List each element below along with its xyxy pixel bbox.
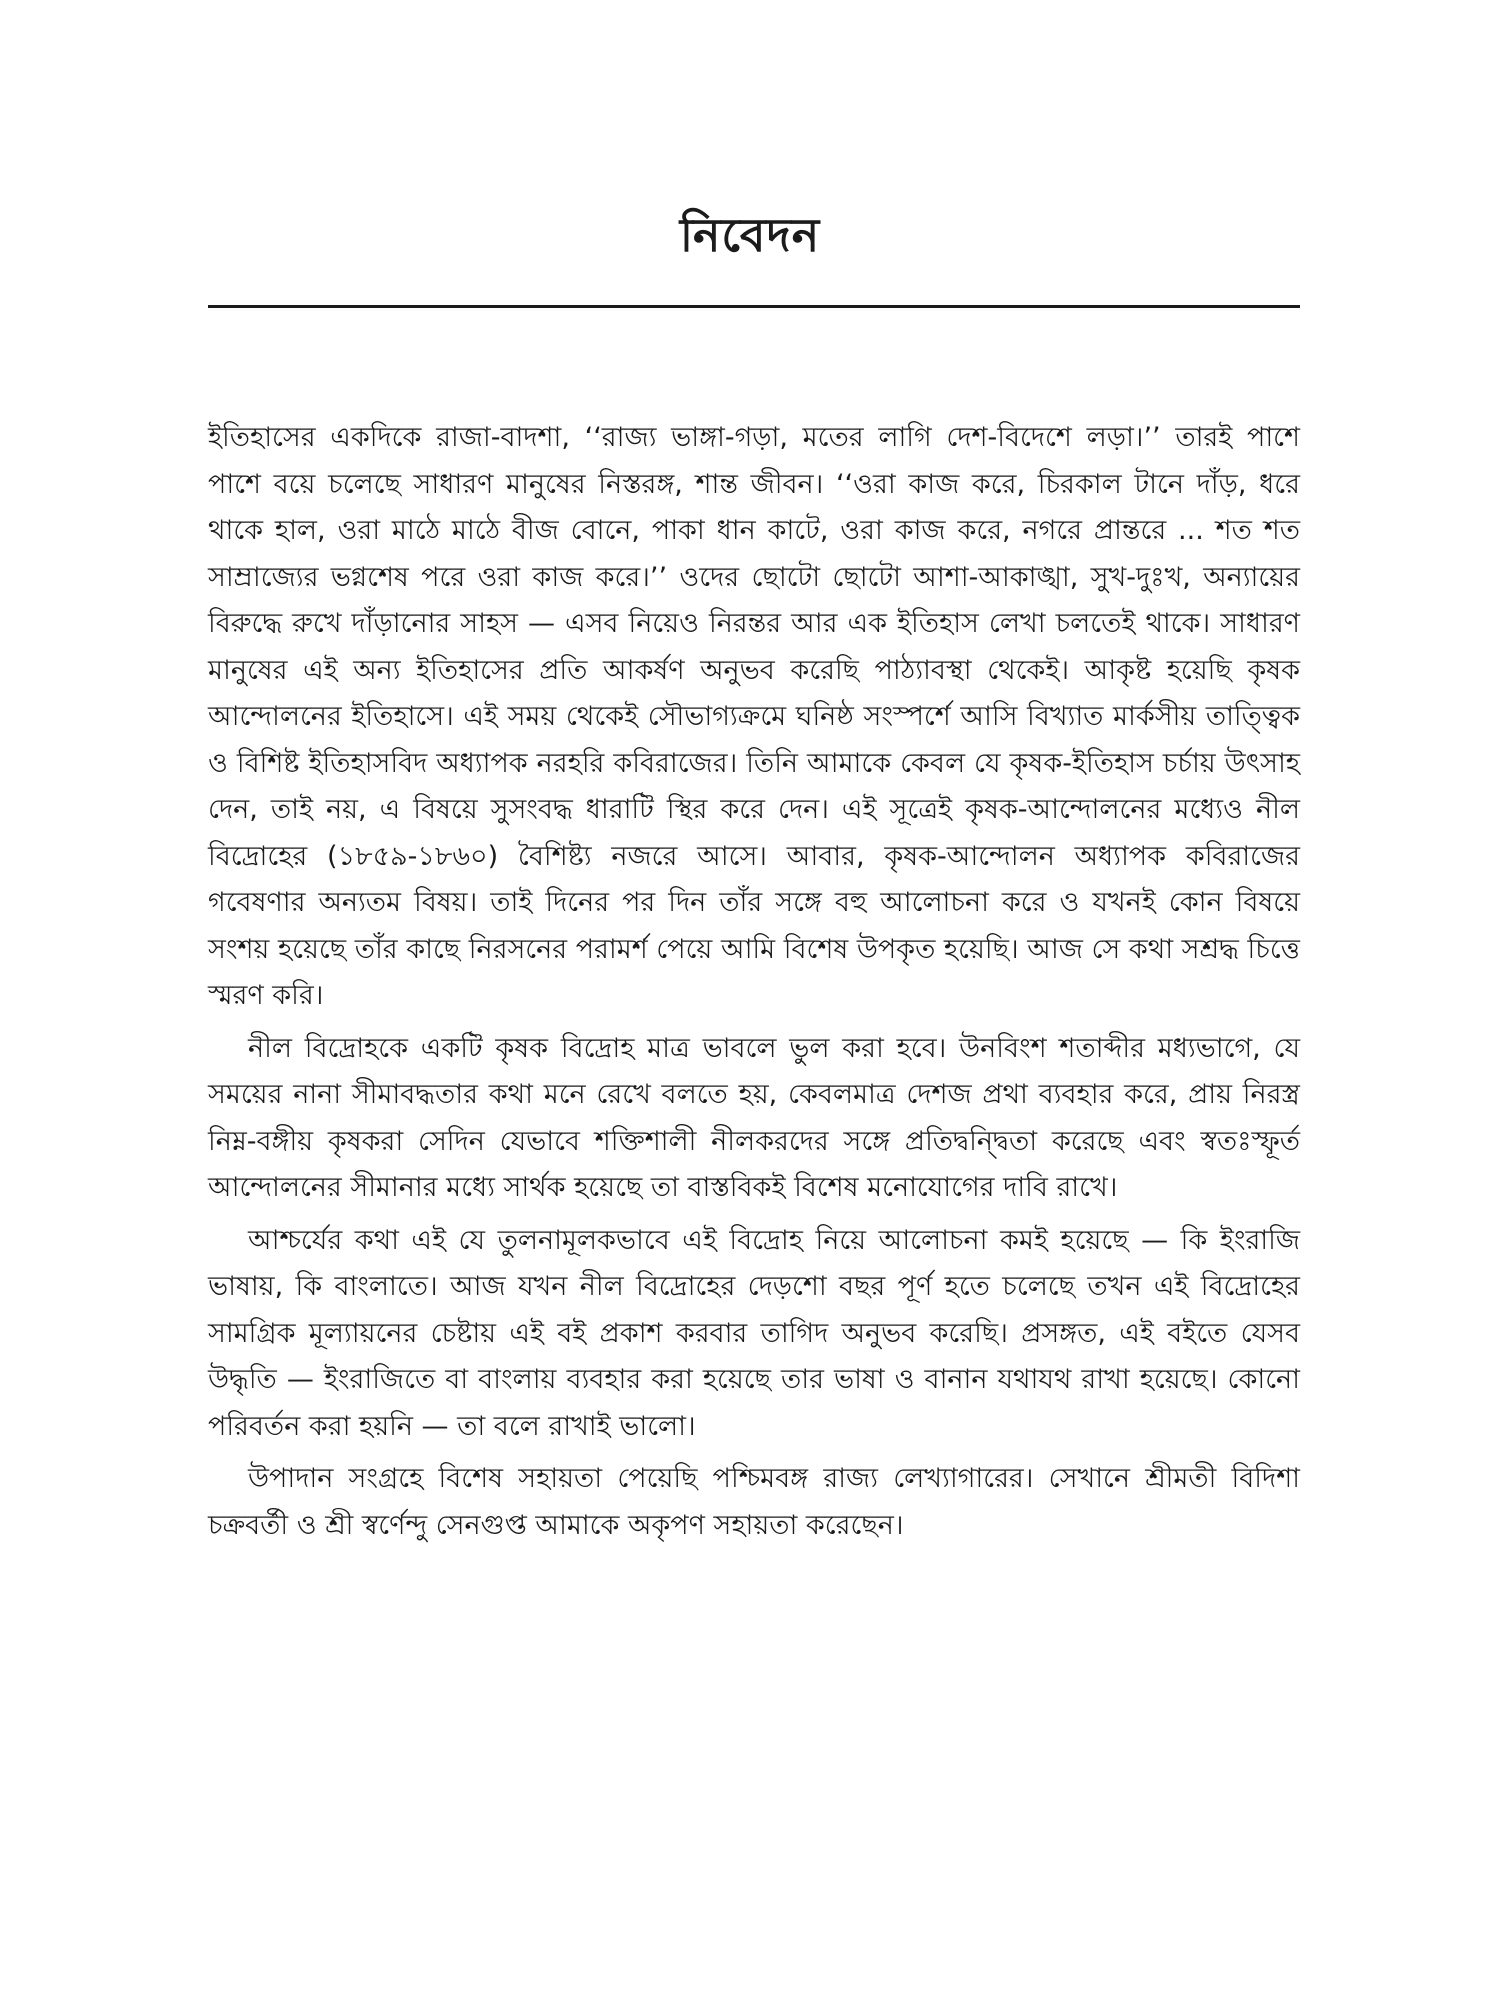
paragraph-2: নীল বিদ্রোহকে একটি কৃষক বিদ্রোহ মাত্র ভাবলে ভুল করা হবে। উনবিংশ শতাব্দীর মধ্যভাগে, যে সময়ের নানা সীমাবদ্ধতার কথা মনে রেখে বলতে হয়, কেবলমাত্র দেশজ প্রথা ব্যবহার করে, প্রায় নিরস্ত্র নিম্ন-বঙ্গীয় কৃষকরা সেদিন যেভাবে শক্তিশালী নীলকরদের সঙ্গে প্রতিদ্বন্দ্বিতা করেছে এবং স্বতঃস্ফূর্ত আন্দোলনের সীমানার মধ্যে সার্থক হয়েছে তা বাস্তবিকই বিশেষ মনোযোগের দাবি রাখে। <box>208 1032 1300 1203</box>
paragraph-1: ইতিহাসের একদিকে রাজা-বাদশা, ‘‘রাজ্য ভাঙ্গা-গড়া, মতের লাগি দেশ-বিদেশে লড়া।’’ তারই পাশে পাশে বয়ে চলেছে সাধারণ মানুষের নিস্তরঙ্গ, শান্ত জীবন। ‘‘ওরা কাজ করে, চিরকাল টানে দাঁড়, ধরে থাকে হাল, ওরা মাঠে মাঠে বীজ বোনে, পাকা ধান কাটে, ওরা কাজ করে, নগরে প্রান্তরে ... শত শত সাম্রাজ্যের ভগ্নশেষ পরে ওরা কাজ করে।’’ ওদের ছোটো ছোটো আশা-আকাঙ্খা, সুখ-দুঃখ, অন্যায়ের বিরুদ্ধে রুখে দাঁড়ানোর সাহস — এসব নিয়েও নিরন্তর আর এক ইতিহাস লেখা চলতেই থাকে। সাধারণ মানুষের এই অন্য ইতিহাসের প্রতি আকর্ষণ অনুভব করেছি পাঠ্যাবস্থা থেকেই। আকৃষ্ট হয়েছি কৃষক আন্দোলনের ইতিহাসে। এই সময় থেকেই সৌভাগ্যক্রমে ঘনিষ্ঠ সংস্পর্শে আসি বিখ্যাত মার্কসীয় তাত্ত্বিক ও বিশিষ্ট ইতিহাসবিদ অধ্যাপক নরহরি কবিরাজের। তিনি আমাকে কেবল যে কৃষক-ইতিহাস চর্চায় উৎসাহ দেন, তাই নয়, এ বিষয়ে সুসংবদ্ধ ধারাটি স্থির করে দেন। এই সূত্রেই কৃষক-আন্দোলনের মধ্যেও নীল বিদ্রোহের (১৮৫৯-১৮৬০) বৈশিষ্ট্য নজরে আসে। আবার, কৃষক-আন্দোলন অধ্যাপক কবিরাজের গবেষণার অন্যতম বিষয়। তাই দিনের পর দিন তাঁর সঙ্গে বহু আলোচনা করে ও যখনই কোন বিষয়ে সংশয় হয়েছে তাঁর কাছে নিরসনের পরামর্শ পেয়ে আমি বিশেষ উপকৃত হয়েছি। আজ সে কথা সশ্রদ্ধ চিত্তে স্মরণ করি। <box>208 422 1300 1011</box>
body-text <box>208 415 1300 1555</box>
title-rule-divider <box>208 305 1300 308</box>
paragraph-4: উপাদান সংগ্রহে বিশেষ সহায়তা পেয়েছি পশ্চিমবঙ্গ রাজ্য লেখ্যাগারের। সেখানে শ্রীমতী বিদিশা চক্রবর্তী ও শ্রী স্বর্ণেন্দু সেনগুপ্ত আমাকে অকৃপণ সহায়তা করেছেন। <box>208 1463 1300 1541</box>
paragraph-3: আশ্চর্যের কথা এই যে তুলনামূলকভাবে এই বিদ্রোহ নিয়ে আলোচনা কমই হয়েছে — কি ইংরাজি ভাষায়, কি বাংলাতে। আজ যখন নীল বিদ্রোহের দেড়শো বছর পূর্ণ হতে চলেছে তখন এই বিদ্রোহের সামগ্রিক মূল্যায়নের চেষ্টায় এই বই প্রকাশ করবার তাগিদ অনুভব করেছি। প্রসঙ্গত, এই বইতে যেসব উদ্ধৃতি — ইংরাজিতে বা বাংলায় ব্যবহার করা হয়েছে তার ভাষা ও বানান যথাযথ রাখা হয়েছে। কোনো পরিবর্তন করা হয়নি — তা বলে রাখাই ভালো। <box>208 1224 1300 1442</box>
page-title: নিবেদন <box>679 208 821 262</box>
